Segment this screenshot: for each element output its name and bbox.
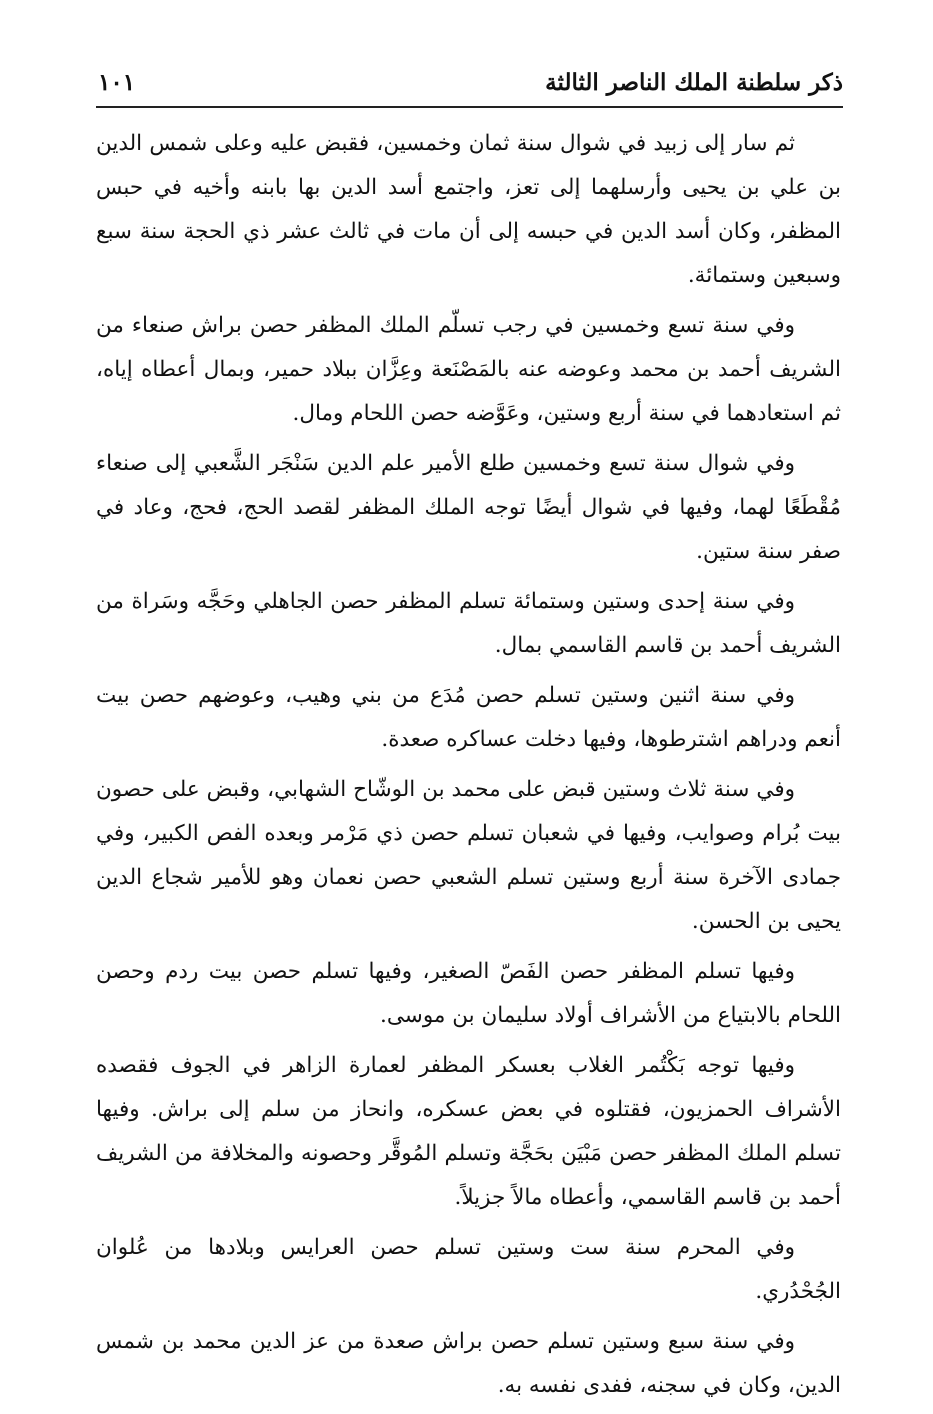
paragraph: وفي سنة إحدى وستين وستمائة تسلم المظفر حصن الجاهلي وحَجَّه وسَراة من الشريف أحمد بن قاسم القاسمي بمال. <box>96 589 841 658</box>
paragraph: وفي المحرم سنة ست وستين تسلم حصن العرايس وبلادها من عُلوان الجُحْدُري. <box>96 1235 841 1304</box>
paragraph: وفيها توجه بَكْتُمر الغلاب بعسكر المظفر لعمارة الزاهر في الجوف فقصده الأشراف الحمزيون، فقتلوه في بعض عسكره، وانحاز من سلم إلى براش. وفيها تسلم الملك المظفر حصن مَبْيَن بحَجَّة وتسلم المُوقَّر وحصونه والمخلافة من الشريف أحمد بن قاسم القاسمي، وأعطاه مالاً جزيلاً. <box>96 1053 841 1210</box>
paragraph: وفي سنة سبع وستين تسلم حصن براش صعدة من عز الدين محمد بن شمس الدين، وكان في سجنه، ففدى نفسه به. <box>96 1329 841 1398</box>
paragraph: وفي سنة ثلاث وستين قبض على محمد بن الوشّاح الشهابي، وقبض على حصون بيت بُرام وصوايب، وفيها في شعبان تسلم حصن ذي مَرْمر وبعده الفص الكبير، وفي جمادى الآخرة سنة أربع وستين تسلم الشعبي حصن نعمان وهو للأمير شجاع الدين يحيى بن الحسن. <box>96 777 841 934</box>
paragraph: وفي شوال سنة تسع وخمسين طلع الأمير علم الدين سَنْجَر الشَّعبي إلى صنعاء مُقْطَعًا لهما، وفيها في شوال أيضًا توجه الملك المظفر لقصد الحج، فحج، وعاد في صفر سنة ستين. <box>96 451 841 564</box>
header-rule <box>96 106 843 108</box>
paragraph: وفي سنة تسع وخمسين في رجب تسلّم الملك المظفر حصن براش صنعاء من الشريف أحمد بن محمد وعوضه عنه بالمَصْنَعة وعِزَّان ببلاد حمير، وبمال أعطاه إياه، ثم استعادهما في سنة أربع وستين، وعَوَّضه حصن اللحام ومال. <box>96 313 841 426</box>
paragraph: وفيها تسلم المظفر حصن الفَصّ الصغير، وفيها تسلم حصن بيت ردم وحصن اللحام بالابتياع من الأشراف أولاد سليمان بن موسى. <box>96 959 841 1028</box>
body-text <box>96 122 841 1414</box>
paragraph: وفي سنة اثنين وستين تسلم حصن مُدَع من بني وهيب، وعوضهم حصن بيت أنعم ودراهم اشترطوها، وفيها دخلت عساكره صعدة. <box>96 683 841 752</box>
page-number: ١٠١ <box>98 69 136 96</box>
running-title: ذكر سلطنة الملك الناصر الثالثة <box>545 69 843 96</box>
paragraph: ثم سار إلى زبيد في شوال سنة ثمان وخمسين، فقبض عليه وعلى شمس الدين بن علي بن يحيى وأرسلهما إلى تعز، واجتمع أسد الدين بها بابنه وأخيه في حبس المظفر، وكان أسد الدين في حبسه إلى أن مات في ثالث عشر ذي الحجة سنة سبع وسبعين وستمائة. <box>96 131 841 288</box>
page-header <box>98 66 843 100</box>
